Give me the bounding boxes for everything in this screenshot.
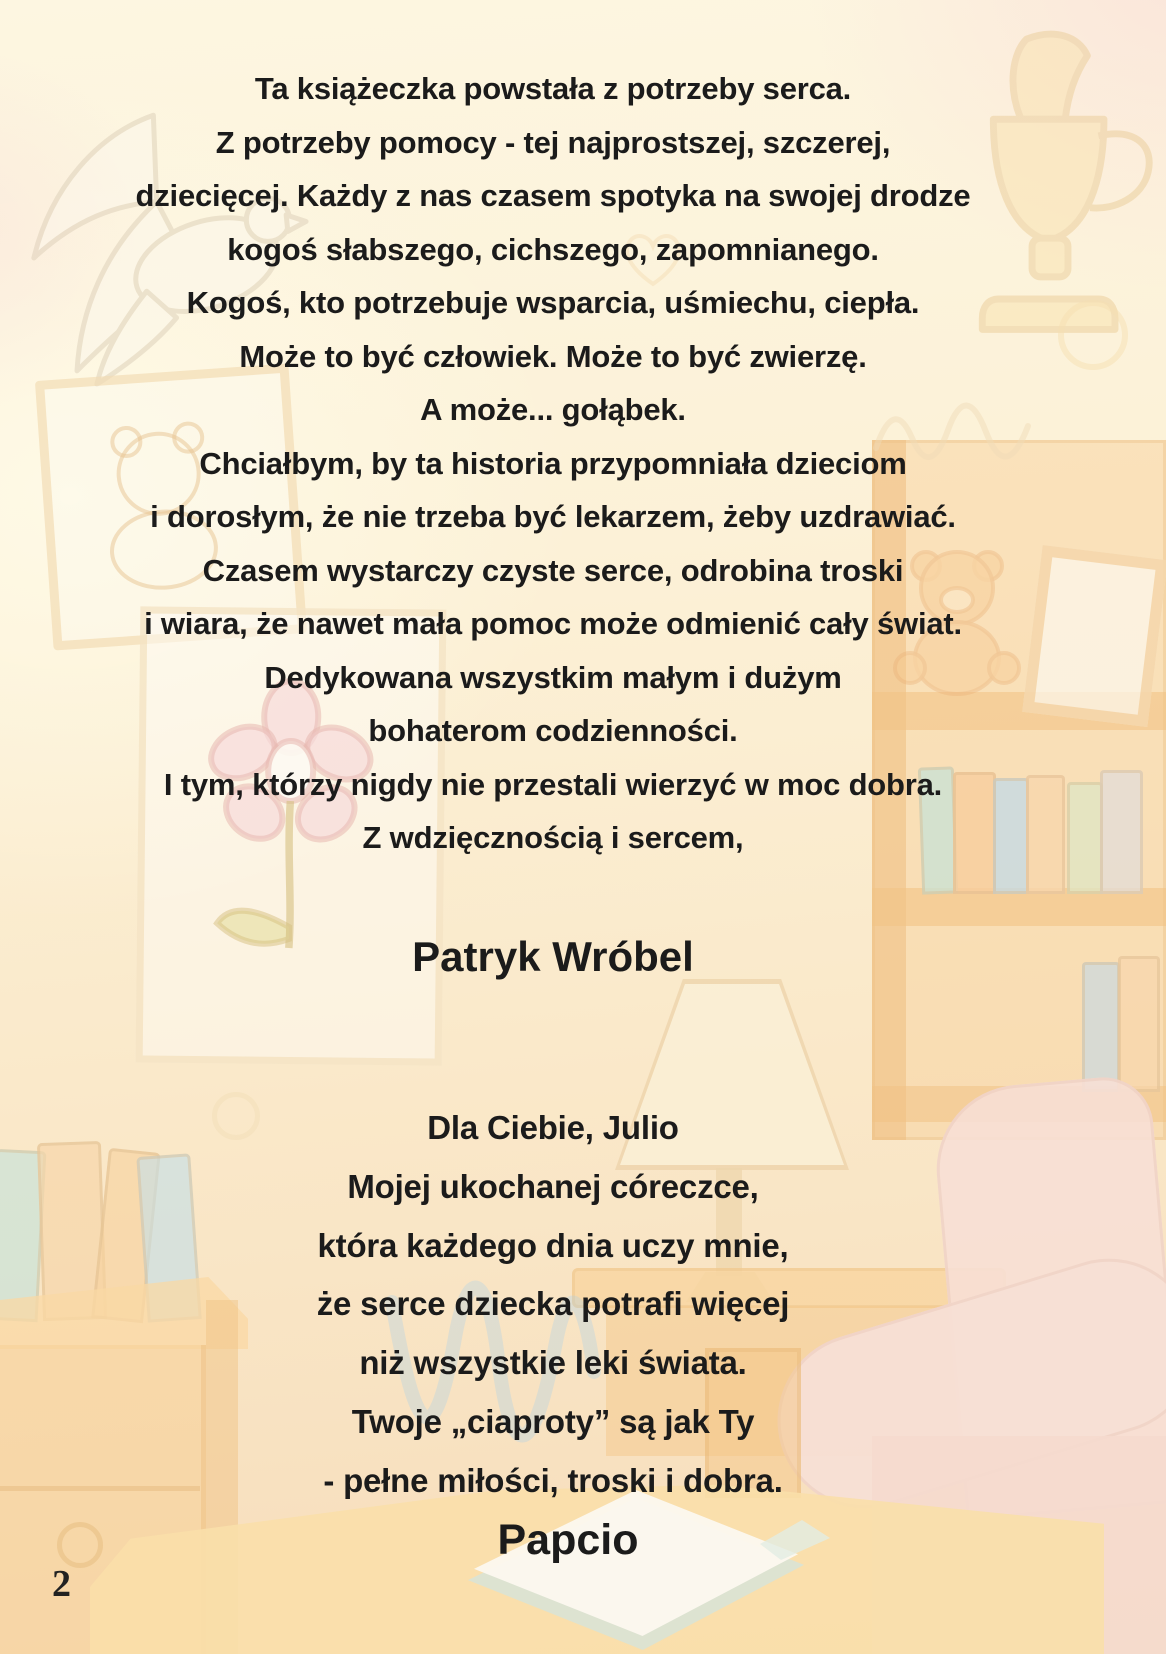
signature: Papcio xyxy=(497,1516,639,1564)
personal-line: że serce dziecka potrafi więcej xyxy=(316,1285,790,1323)
dedication-line: Kogoś, kto potrzebuje wsparcia, uśmiechu, ciepła. xyxy=(186,285,920,320)
dedication-line: i wiara, że nawet mała pomoc może odmienić cały świat. xyxy=(144,606,962,641)
dedication-line: Z wdzięcznością i sercem, xyxy=(362,820,744,855)
dedication-line: Chciałbym, by ta historia przypomniała dzieciom xyxy=(199,445,907,481)
personal-line: niż wszystkie leki świata. xyxy=(359,1344,747,1382)
dedication-line: A może... gołąbek. xyxy=(420,392,686,427)
personal-line: która każdego dnia uczy mnie, xyxy=(317,1226,789,1264)
dedication-line: kogoś słabszego, cichszego, zapomnianego. xyxy=(227,231,879,267)
dedication-text xyxy=(0,62,1166,865)
dedication-line: Z potrzeby pomocy - tej najprostszej, szczerej, xyxy=(215,124,891,160)
dedication-line: dziecięcej. Każdy z nas czasem spotyka na swojej drodze xyxy=(135,178,971,213)
personal-line: Dla Ciebie, Julio xyxy=(427,1109,679,1146)
dedication-line: I tym, którzy nigdy nie przestali wierzyć w moc dobra. xyxy=(163,766,943,802)
author-name: Patryk Wróbel xyxy=(412,933,694,980)
personal-line: Twoje „ciaproty” są jak Ty xyxy=(351,1402,755,1440)
personal-line: - pełne miłości, troski i dobra. xyxy=(323,1461,783,1499)
personal-dedication-text xyxy=(0,1099,1166,1511)
personal-line: Mojej ukochanej córeczce, xyxy=(347,1167,759,1205)
dedication-line: i dorosłym, że nie trzeba być lekarzem, żeby uzdrawiać. xyxy=(150,499,956,534)
page-number: 2 xyxy=(52,1563,71,1605)
dedication-line: bohaterom codzienności. xyxy=(368,713,738,748)
dedication-line: Ta książeczka powstała z potrzeby serca. xyxy=(254,71,852,106)
dedication-line: Może to być człowiek. Może to być zwierzę. xyxy=(239,338,867,374)
dedication-line: Dedykowana wszystkim małym i dużym xyxy=(264,659,842,695)
dedication-line: Czasem wystarczy czyste serce, odrobina troski xyxy=(202,552,904,588)
